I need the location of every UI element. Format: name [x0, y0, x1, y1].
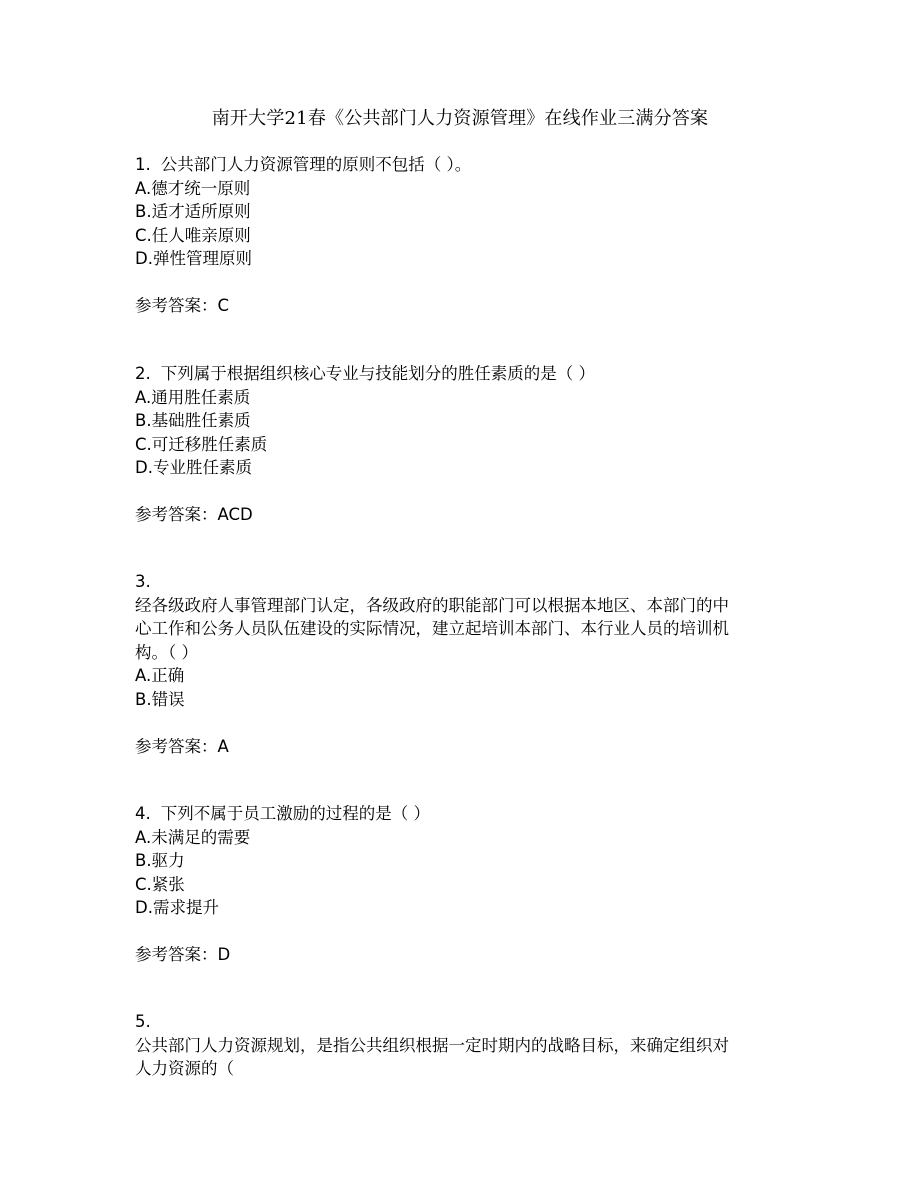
- question-text-line: 公共部门人力资源规划，是指公共组织根据一定时期内的战略目标，来确定组织对: [135, 1035, 729, 1055]
- option-c: C.紧张: [135, 874, 185, 894]
- question-text-line: 经各级政府人事管理部门认定，各级政府的职能部门可以根据本地区、本部门的中: [135, 595, 729, 615]
- option-a: A.通用胜任素质: [135, 387, 251, 407]
- answer-label: 参考答案：: [135, 736, 218, 756]
- question-stem: [135, 153, 795, 177]
- answer-value: D: [217, 945, 231, 964]
- question-text: 下列属于根据组织核心专业与技能划分的胜任素质的是（ ）: [160, 364, 595, 383]
- reference-answer: [135, 943, 795, 967]
- question-text-line: 心工作和公务人员队伍建设的实际情况，建立起培训本部门、本行业人员的培训机: [135, 619, 729, 638]
- question-number: 2.: [135, 364, 151, 383]
- answer-label: 参考答案：: [135, 296, 218, 315]
- option-a: A.德才统一原则: [135, 178, 251, 198]
- question-text-line: 构。（ ）: [135, 642, 198, 662]
- option-a: A.正确: [135, 666, 185, 685]
- answer-value: ACD: [217, 505, 253, 524]
- question-4: [135, 802, 795, 967]
- document-title: 南开大学21春《公共部门人力资源管理》在线作业三满分答案: [211, 108, 709, 129]
- question-number: 1.: [135, 155, 151, 174]
- question-text: 公共部门人力资源管理的原则不包括（ ）。: [160, 155, 472, 174]
- option-d: D.专业胜任素质: [135, 458, 252, 477]
- question-2: [135, 362, 795, 527]
- answer-label: 参考答案：: [135, 945, 218, 964]
- answer-label: 参考答案：: [135, 505, 218, 524]
- question-3: [135, 570, 795, 758]
- question-number: 4.: [135, 804, 151, 823]
- question-number: 5.: [135, 1012, 151, 1031]
- question-5: [135, 1010, 795, 1081]
- option-b: B.错误: [135, 689, 185, 709]
- question-1: [135, 153, 795, 318]
- option-a: A.未满足的需要: [135, 827, 251, 847]
- option-b: B.适才适所原则: [135, 202, 251, 221]
- question-stem: [135, 362, 795, 386]
- question-text-line: 人力资源的（: [135, 1059, 234, 1078]
- option-d: D.弹性管理原则: [135, 249, 252, 268]
- option-b: B.驱力: [135, 851, 185, 870]
- answer-value: C: [217, 296, 230, 315]
- question-text: 下列不属于员工激励的过程的是（ ）: [160, 804, 430, 823]
- question-stem: [135, 802, 795, 826]
- question-number: 3.: [135, 572, 151, 591]
- option-c: C.任人唯亲原则: [135, 225, 251, 245]
- reference-answer: [135, 735, 795, 759]
- reference-answer: [135, 294, 795, 318]
- answer-value: A: [217, 736, 229, 756]
- option-b: B.基础胜任素质: [135, 411, 251, 430]
- option-d: D.需求提升: [135, 898, 219, 917]
- option-c: C.可迁移胜任素质: [135, 434, 268, 454]
- reference-answer: [135, 503, 795, 527]
